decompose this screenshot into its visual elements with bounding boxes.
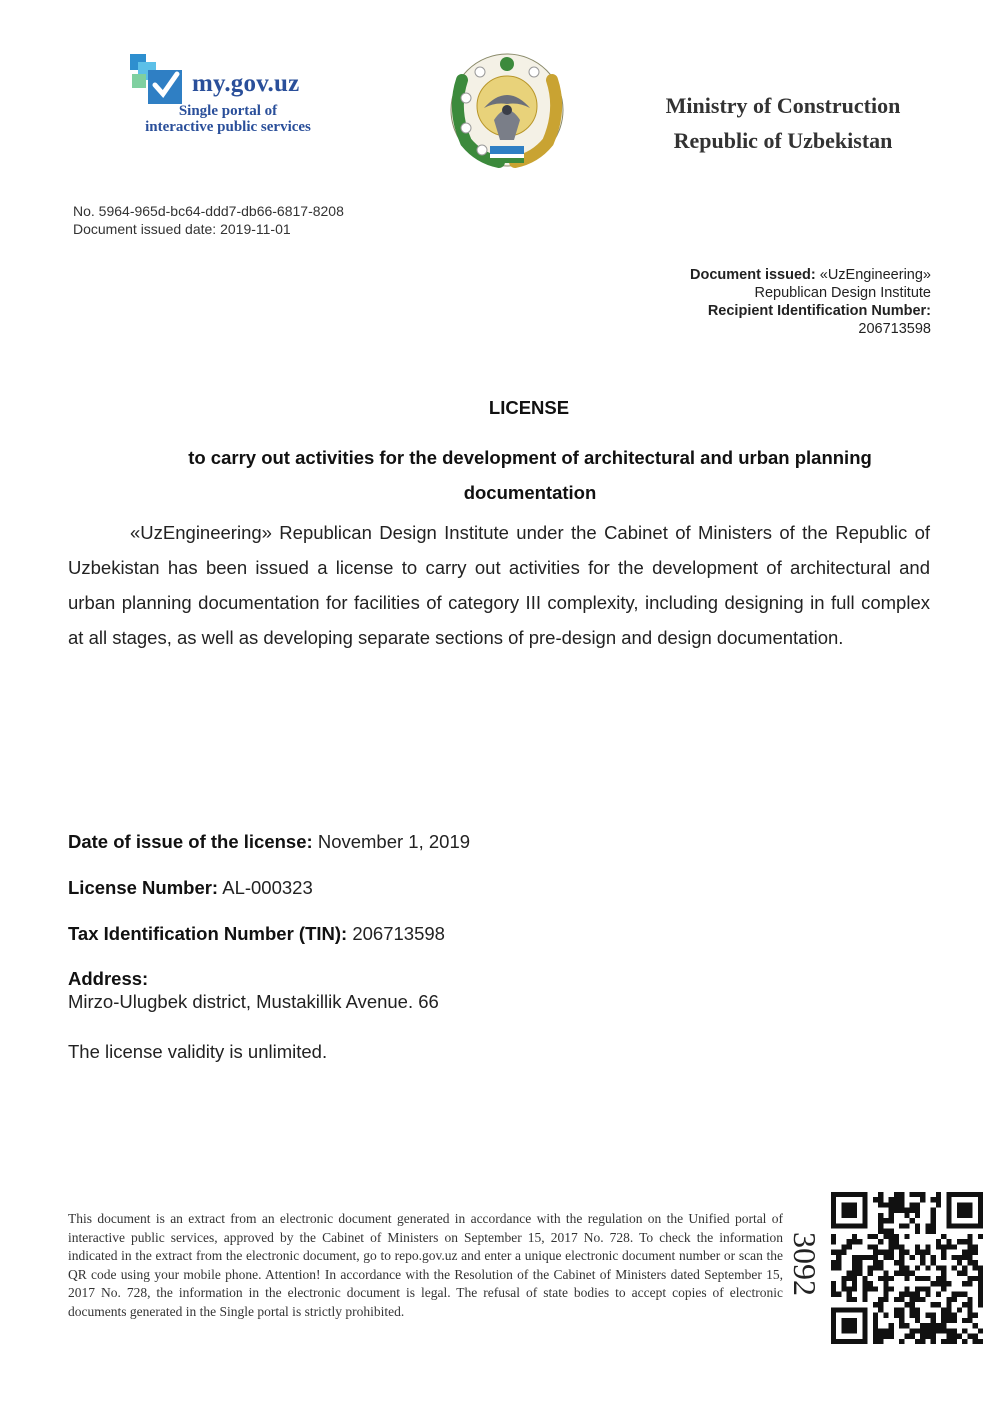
ministry-line-1: Ministry of Construction <box>665 93 901 118</box>
license-title: LICENSE <box>488 397 570 418</box>
state-emblem-icon <box>444 50 570 170</box>
page-number: 3092 <box>787 1232 823 1296</box>
license-number-value: AL-000323 <box>222 877 313 898</box>
page-number-stamp <box>786 1228 826 1318</box>
recipient-id-label: Recipient Identification Number: <box>707 303 931 319</box>
license-body: «UzEngineering» Republican Design Institute under the Cabinet of Ministers of the Republic of Uzbekistan has been issued a license to carry out activities for the development of architectural and urban planning documentation for facilities of category III complexity, including designing in full complex at all stages, as well as developing separate sections of pre-design and design documentation. <box>68 522 930 648</box>
portal-name: my.gov.uz <box>192 70 300 97</box>
license-date-field <box>68 831 470 853</box>
address-label: Address: <box>68 968 149 989</box>
issued-value-2: Republican Design Institute <box>754 285 931 301</box>
document-number: No. 5964-965d-bc64-ddd7-db66-6817-8208 <box>73 203 344 219</box>
qr-modules <box>831 1192 983 1344</box>
footer-notice: This document is an extract from an electronic document generated in accordance with the regulation on the Unified portal of interactive public services, approved by the Cabinet of Ministers on September 15, 2017 No. 728. To check the information indicated in the extract from the electronic document, go to repo.gov.uz and enter a unique electronic document number or scan the QR code using your mobile phone. Attention! In accordance with the Resolution of the Cabinet of Ministers dated September 15, 2017 No. 728, the information in the electronic document is legal. The refusal of state bodies to accept copies of electronic documents generated in the Single portal is strictly prohibited. <box>68 1211 783 1319</box>
license-number-field <box>68 877 313 899</box>
tin-label: Tax Identification Number (TIN): <box>68 923 348 944</box>
tin-value: 206713598 <box>352 923 445 944</box>
portal-tagline-line-2: interactive public services <box>145 119 311 135</box>
license-date-label: Date of issue of the license: <box>68 831 313 852</box>
issued-value-1: «UzEngineering» <box>819 267 931 283</box>
qr-code-icon[interactable] <box>831 1192 983 1344</box>
recipient-id-value: 206713598 <box>858 321 931 337</box>
license-subtitle: to carry out activities for the development of architectural and urban planning documentation <box>188 447 872 503</box>
ministry-line-2: Republic of Uzbekistan <box>673 128 893 153</box>
document-meta <box>73 202 344 238</box>
issued-line <box>690 266 931 284</box>
portal-tagline-line-1: Single portal of <box>178 103 278 119</box>
license-number-label: License Number: <box>68 877 219 898</box>
license-date-value: November 1, 2019 <box>317 831 471 852</box>
address-value: Mirzo-Ulugbek district, Mustakillik Avenue. 66 <box>68 991 439 1012</box>
issued-label: Document issued: <box>690 267 816 283</box>
ministry-name <box>620 88 946 158</box>
portal-tagline <box>130 103 326 135</box>
document-issued-date: Document issued date: 2019-11-01 <box>73 221 291 237</box>
recipient-block <box>690 266 931 338</box>
tin-field <box>68 923 445 945</box>
license-validity: The license validity is unlimited. <box>68 1041 328 1062</box>
